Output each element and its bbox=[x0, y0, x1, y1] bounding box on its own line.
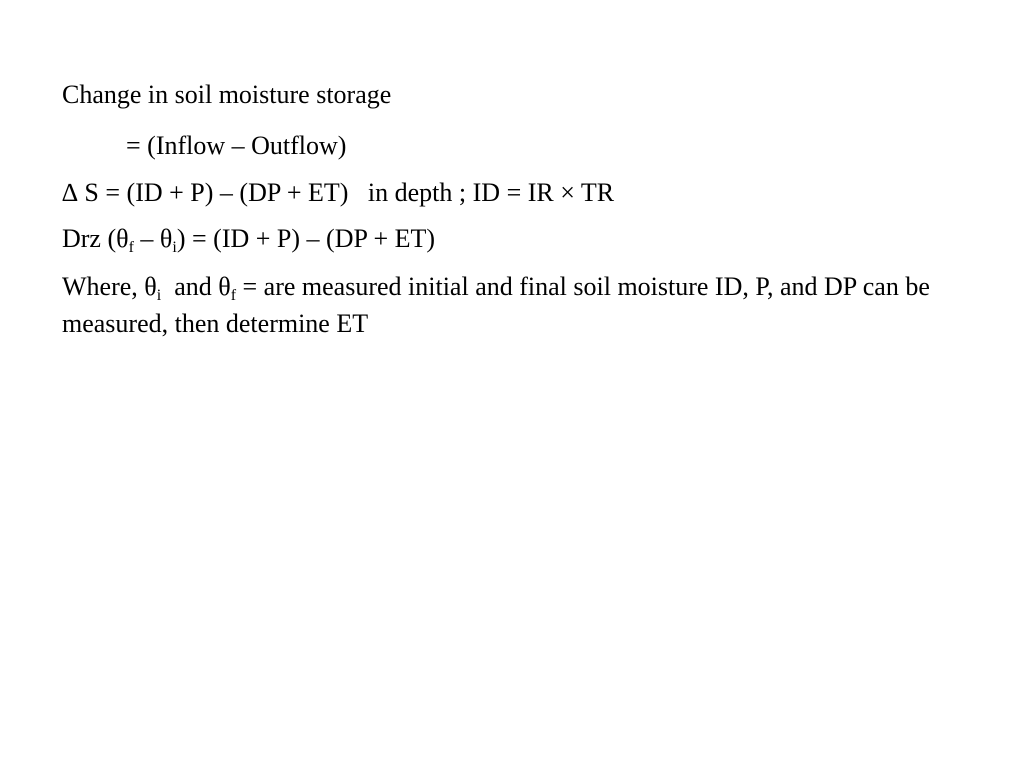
where-prefix: Where, θ bbox=[62, 272, 157, 301]
delta-s-formula: ∆ S = (ID + P) – (DP + ET) bbox=[62, 178, 349, 207]
where-suffix: = are measured initial and final soil moisture ID, P, and DP can be measured, then determine ET bbox=[62, 272, 930, 338]
delta-s-equation bbox=[62, 178, 614, 208]
drz-prefix: Drz (θ bbox=[62, 224, 129, 253]
theta-i-subscript: i bbox=[172, 239, 177, 256]
where-paragraph bbox=[62, 268, 942, 342]
heading-text: Change in soil moisture storage bbox=[62, 80, 392, 109]
depth-note: in depth ; ID = IR × TR bbox=[367, 178, 615, 207]
drz-middle: – θ bbox=[133, 224, 173, 253]
theta-i-subscript: i bbox=[156, 287, 162, 304]
theta-f-subscript: f bbox=[128, 239, 134, 256]
spacer bbox=[348, 178, 368, 207]
drz-equation bbox=[62, 224, 435, 254]
theta-f-subscript: f bbox=[230, 287, 237, 304]
inflow-outflow-equation: = (Inflow – Outflow) bbox=[126, 131, 347, 160]
drz-suffix: ) = (ID + P) – (DP + ET) bbox=[176, 224, 436, 253]
where-middle: and θ bbox=[161, 272, 231, 301]
